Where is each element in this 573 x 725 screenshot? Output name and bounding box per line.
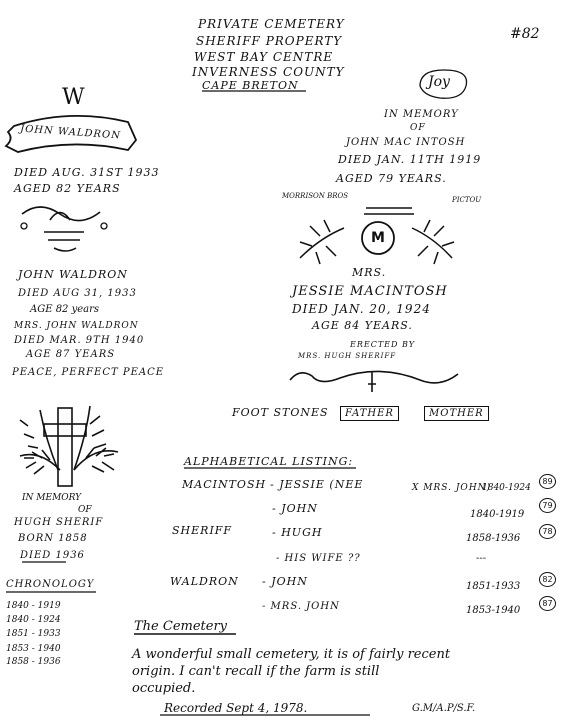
listing-surname: SHERIFF [172, 524, 233, 537]
cemetery-text-line: occupied. [132, 681, 196, 696]
erected-line: MRS. HUGH SHERIFF [298, 352, 397, 360]
divider-lines [364, 208, 414, 214]
listing-years: 1840-1924 [482, 483, 531, 493]
listing-number: 82 [539, 572, 556, 587]
recorded-line: Recorded Sept 4, 1978. [164, 701, 308, 715]
erected-line: ERECTED BY [350, 340, 415, 349]
chronology-item: 1858 - 1936 [6, 657, 61, 667]
listing-surname: WALDRON [170, 575, 239, 588]
swirl-ornament [290, 371, 458, 392]
chronology-item: 1840 - 1924 [6, 615, 61, 625]
flourish-dot-left [21, 223, 27, 229]
waldron-stone-line: AGE 82 years [30, 304, 100, 315]
macintosh-memory-line: DIED JAN. 11TH 1919 [338, 153, 482, 166]
listing-years: --- [476, 553, 487, 564]
chronology-title: CHRONOLOGY [6, 579, 95, 590]
listing-given: - MRS. JOHN [262, 601, 340, 612]
scroll-name: JOHN WALDRON [19, 123, 122, 142]
header-line: WEST BAY CENTRE [194, 50, 334, 64]
flourish-dot-right [101, 223, 107, 229]
waldron-aged: AGED 82 YEARS [14, 182, 121, 195]
jessie-line: AGE 84 YEARS. [312, 319, 413, 332]
cemetery-text-line: origin. I can't recall if the farm is still [132, 664, 380, 679]
initials: G.M/A.P/S.F. [412, 703, 476, 714]
sherif-memory-line: OF [78, 505, 92, 515]
listing-given: - HIS WIFE ?? [276, 553, 361, 564]
listing-given: - JOHN [272, 502, 318, 515]
macintosh-memory-line: IN MEMORY [384, 109, 459, 120]
listing-years: 1853-1940 [466, 605, 521, 616]
waldron-stone-line: MRS. JOHN WALDRON [14, 321, 139, 331]
listing-number: 89 [539, 474, 556, 489]
listing-years: 1851-1933 [466, 581, 521, 592]
listing-given: - HUGH [272, 526, 323, 539]
mother-box: MOTHER [424, 406, 489, 421]
father-box: FATHER [340, 406, 399, 421]
maker-right: PICTOU [452, 196, 482, 204]
wheat-ornament-left [300, 220, 344, 264]
waldron-stone-line: JOHN WALDRON [18, 268, 128, 281]
flourish-ornament [22, 207, 100, 251]
macintosh-memory-line: JOHN MAC INTOSH [346, 137, 466, 148]
joy-label: Joy [428, 74, 450, 90]
waldron-stone-line: AGE 87 YEARS [26, 349, 116, 360]
m-monogram: M [371, 230, 385, 246]
waldron-stone-line: PEACE, PERFECT PEACE [12, 367, 165, 378]
waldron-stone-line: DIED AUG 31, 1933 [18, 288, 137, 299]
listing-surname: MACINTOSH [182, 478, 267, 491]
sherif-memory-line: IN MEMORY [22, 493, 82, 503]
listing-given: - JESSIE (NEE [270, 478, 364, 491]
chronology-item: 1840 - 1919 [6, 601, 61, 611]
jessie-line: MRS. [352, 266, 387, 279]
sherif-memory-line: HUGH SHERIF [14, 517, 104, 528]
header-line: CAPE BRETON [202, 79, 299, 92]
cemetery-text-line: A wonderful small cemetery, it is of fairly recent [132, 647, 451, 662]
chronology-item: 1853 - 1940 [6, 644, 61, 654]
maker-left: MORRISON BROS [282, 192, 349, 200]
listing-years: 1858-1936 [466, 533, 521, 544]
sherif-memory-line: BORN 1858 [18, 533, 88, 544]
waldron-died: DIED AUG. 31ST 1933 [14, 166, 160, 179]
jessie-line: JESSIE MACINTOSH [292, 284, 448, 299]
jessie-line: DIED JAN. 20, 1924 [292, 302, 431, 316]
macintosh-memory-line: AGED 79 YEARS. [336, 172, 447, 185]
header-line: INVERNESS COUNTY [192, 65, 345, 79]
header-line: SHERIFF PROPERTY [196, 34, 343, 48]
listing-note: X MRS. JOHN) [412, 483, 492, 493]
w-mark: W [62, 85, 85, 110]
listing-number: 79 [539, 498, 556, 513]
cemetery-title: The Cemetery [134, 619, 228, 634]
page-number: #82 [510, 26, 540, 42]
macintosh-memory-line: OF [410, 123, 426, 133]
listing-given: - JOHN [262, 575, 308, 588]
header-line: PRIVATE CEMETERY [198, 17, 345, 31]
waldron-stone-line: DIED MAR. 9TH 1940 [14, 335, 145, 346]
chronology-item: 1851 - 1933 [6, 629, 61, 639]
wheat-ornament-right [412, 220, 454, 264]
cross-with-branches-drawing [20, 406, 118, 486]
foot-stones-label: FOOT STONES [232, 406, 329, 419]
listing-title: ALPHABETICAL LISTING: [184, 455, 354, 468]
listing-years: 1840-1919 [470, 509, 525, 520]
listing-number: 87 [539, 596, 556, 611]
sherif-memory-line: DIED 1936 [20, 550, 85, 561]
listing-number: 78 [539, 524, 556, 539]
